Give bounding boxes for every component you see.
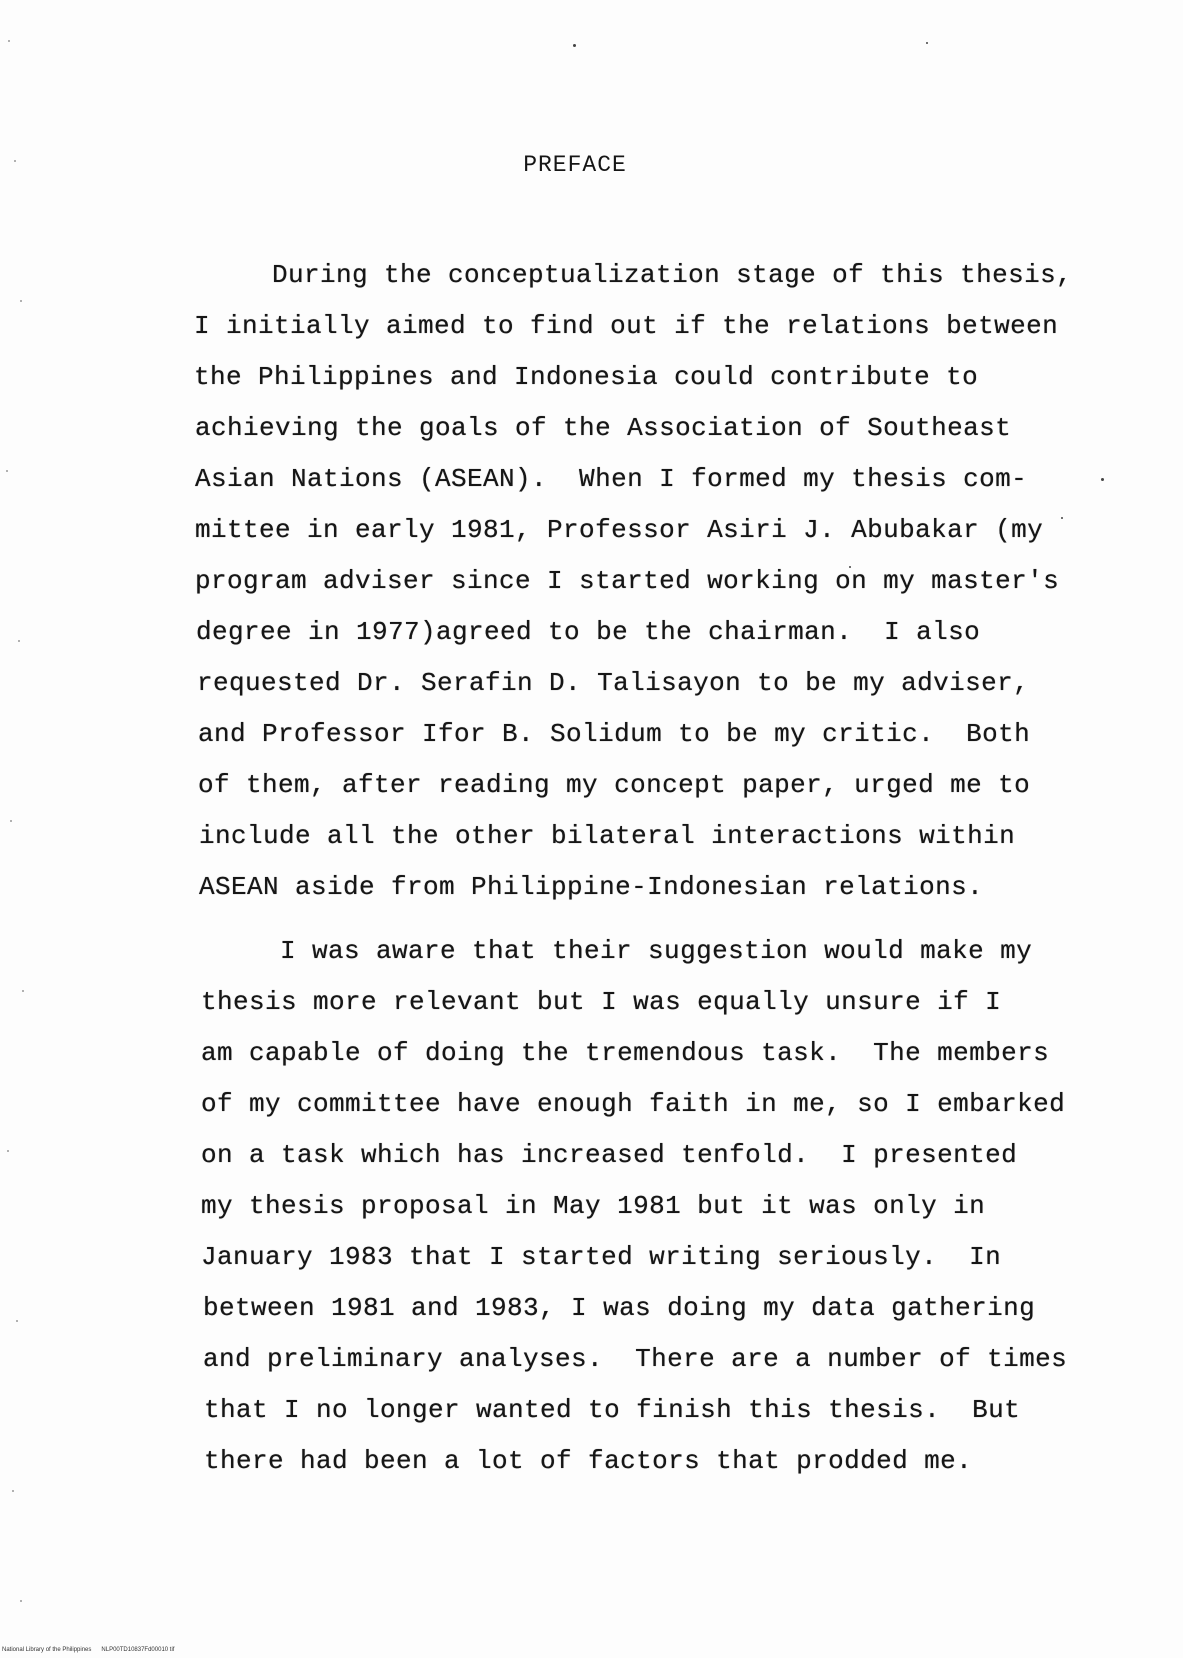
text-line: and preliminary analyses. There are a number of times	[203, 1344, 1068, 1374]
text-line: on a task which has increased tenfold. I presented	[201, 1140, 1018, 1170]
scan-speck	[573, 44, 576, 47]
text-line: degree in 1977)agreed to be the chairman. I also	[196, 617, 981, 647]
text-line: include all the other bilateral interactions within	[199, 821, 1016, 851]
text-line: of my committee have enough faith in me, so I embarked	[201, 1089, 1066, 1119]
scan-speck	[1061, 517, 1063, 519]
text-line: During the conceptualization stage of this thesis,	[272, 260, 1073, 290]
scan-footer	[2, 1647, 174, 1653]
text-line: program adviser since I started working on my master's	[195, 566, 1060, 596]
text-line: requested Dr. Serafin D. Talisayon to be my adviser,	[197, 668, 1030, 698]
scan-speck	[926, 42, 928, 44]
text-line: between 1981 and 1983, I was doing my data gathering	[203, 1293, 1036, 1323]
text-line: January 1983 that I started writing seriously. In	[201, 1242, 1002, 1272]
text-line: that I no longer wanted to finish this thesis. But	[204, 1395, 1021, 1425]
text-line: of them, after reading my concept paper, urged me to	[198, 770, 1031, 800]
scan-speck	[1101, 478, 1104, 481]
footer-code: NLP00TD10837Fd00010 tif	[101, 1647, 175, 1653]
text-line: ASEAN aside from Philippine-Indonesian relations.	[199, 872, 984, 902]
text-line: mittee in early 1981, Professor Asiri J. Abubakar (my	[195, 515, 1044, 545]
text-line: thesis more relevant but I was equally unsure if I	[201, 987, 1002, 1017]
text-line: I initially aimed to find out if the relations between	[194, 311, 1059, 341]
text-line: I was aware that their suggestion would make my	[280, 936, 1033, 966]
text-line: there had been a lot of factors that prodded me.	[204, 1446, 973, 1476]
text-line: and Professor Ifor B. Solidum to be my critic. Both	[198, 719, 1031, 749]
text-line: my thesis proposal in May 1981 but it was only in	[201, 1191, 986, 1221]
text-line: am capable of doing the tremendous task. The members	[201, 1038, 1050, 1068]
page-title: PREFACE	[523, 152, 627, 178]
scan-edge-noise	[0, 0, 30, 1658]
text-line: the Philippines and Indonesia could contribute to	[194, 362, 979, 392]
footer-library: National Library of the Philippines	[2, 1647, 92, 1653]
text-line: achieving the goals of the Association of Southeast	[195, 413, 1012, 443]
text-line: Asian Nations (ASEAN). When I formed my thesis com-	[195, 464, 1028, 494]
